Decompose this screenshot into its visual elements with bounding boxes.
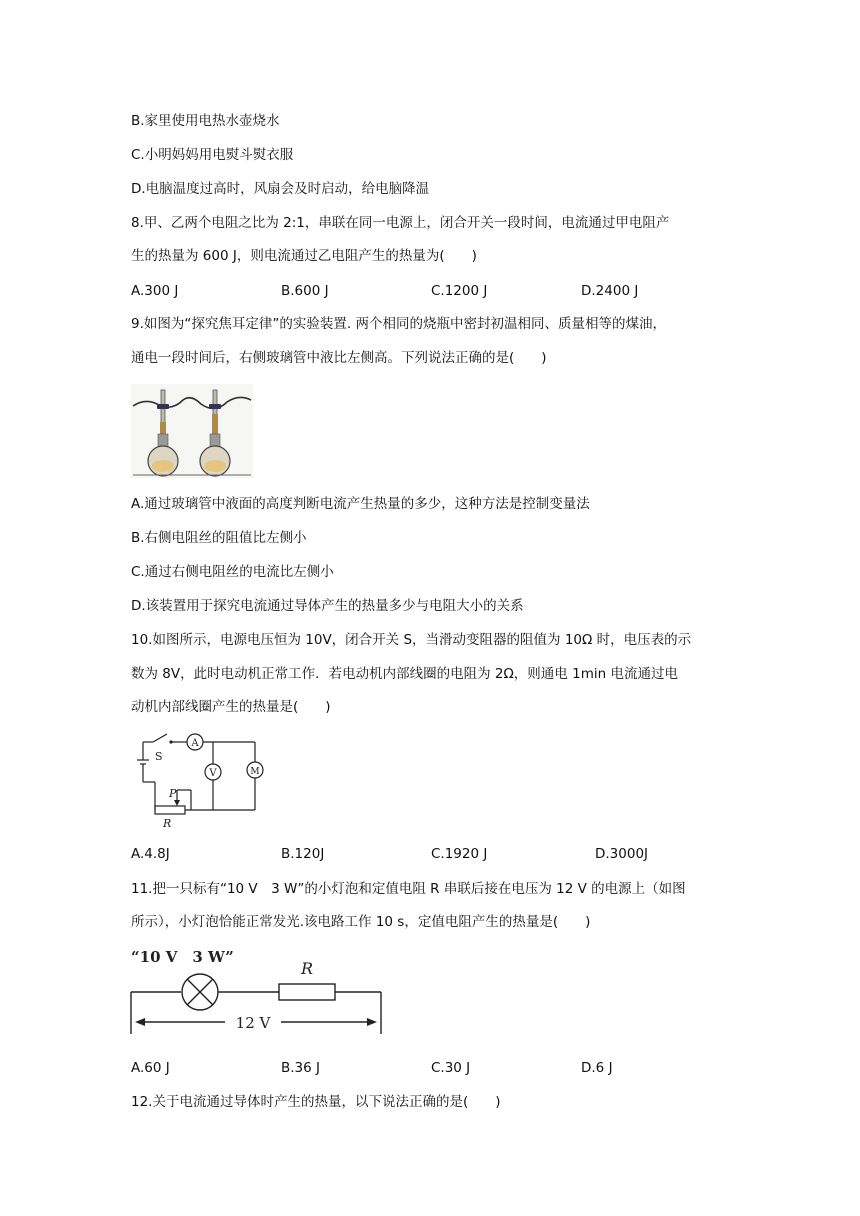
rheostat-label: R bbox=[163, 817, 172, 830]
q9-option-c: C.通过右侧电阻丝的电流比左侧小 bbox=[131, 564, 334, 580]
q8-option-a: A.300 J bbox=[131, 283, 179, 299]
q11-option-c: C.30 J bbox=[431, 1060, 471, 1076]
q11-option-b: B.36 J bbox=[281, 1060, 321, 1076]
q11-stem-line1: 11.把一只标有“10 V 3 W”的小灯泡和定值电阻 R 串联后接在电压为 12 V 的电源上（如图 bbox=[131, 881, 686, 897]
q9-option-a: A.通过玻璃管中液面的高度判断电流产生热量的多少，这种方法是控制变量法 bbox=[131, 496, 590, 512]
q8-option-b: B.600 J bbox=[281, 283, 329, 299]
q8-stem-line2: 生的热量为 600 J，则电流通过乙电阻产生的热量为( ) bbox=[131, 248, 477, 264]
motor-label: M bbox=[250, 767, 260, 777]
q7-option-b: B.家里使用电热水壶烧水 bbox=[131, 113, 280, 129]
resistor-label: R bbox=[300, 959, 314, 978]
lamp-rating-label: “10 V 3 W” bbox=[131, 948, 234, 966]
q9-stem-line2: 通电一段时间后，右侧玻璃管中液比左侧高。下列说法正确的是( ) bbox=[131, 350, 547, 366]
q10-option-d: D.3000J bbox=[595, 846, 649, 862]
q10-stem-line1: 10.如图所示，电源电压恒为 10V，闭合开关 S，当滑动变阻器的阻值为 10Ω 时，电压表的示 bbox=[131, 632, 692, 648]
q10-option-a: A.4.8J bbox=[131, 846, 170, 862]
slider-label: P bbox=[169, 787, 177, 800]
voltage-label: 12 V bbox=[235, 1014, 271, 1032]
switch-label: S bbox=[155, 750, 163, 763]
q12-stem: 12.关于电流通过导体时产生的热量，以下说法正确的是( ) bbox=[131, 1094, 501, 1110]
q11-option-a: A.60 J bbox=[131, 1060, 170, 1076]
voltmeter-label: V bbox=[209, 768, 217, 779]
q11-stem-line2: 所示），小灯泡恰能正常发光.该电路工作 10 s，定值电阻产生的热量是( ) bbox=[131, 914, 591, 930]
q10-circuit-figure bbox=[131, 730, 266, 830]
joule-law-apparatus-figure bbox=[131, 384, 253, 478]
q10-option-c: C.1920 J bbox=[431, 846, 488, 862]
q7-option-c: C.小明妈妈用电熨斗熨衣服 bbox=[131, 147, 294, 163]
q10-option-b: B.120J bbox=[281, 846, 325, 862]
q8-stem-line1: 8.甲、乙两个电阻之比为 2:1，串联在同一电源上，闭合开关一段时间，电流通过甲电阻产 bbox=[131, 215, 670, 231]
q9-stem-line1: 9.如图为“探究焦耳定律”的实验装置. 两个相同的烧瓶中密封初温相同、质量相等的煤油， bbox=[131, 316, 666, 332]
q7-option-d: D.电脑温度过高时，风扇会及时启动，给电脑降温 bbox=[131, 181, 430, 197]
q10-stem-line2: 数为 8V，此时电动机正常工作．若电动机内部线圈的电阻为 2Ω，则通电 1min 电流通过电 bbox=[131, 666, 678, 682]
q9-option-d: D.该装置用于探究电流通过导体产生的热量多少与电阻大小的关系 bbox=[131, 598, 524, 614]
q11-circuit-figure bbox=[127, 944, 387, 1040]
ammeter-label: A bbox=[191, 738, 199, 749]
q10-stem-line3: 动机内部线圈产生的热量是( ) bbox=[131, 699, 331, 715]
q8-option-d: D.2400 J bbox=[581, 283, 639, 299]
q8-option-c: C.1200 J bbox=[431, 283, 488, 299]
q11-option-d: D.6 J bbox=[581, 1060, 613, 1076]
q9-option-b: B.右侧电阻丝的阻值比左侧小 bbox=[131, 530, 307, 546]
